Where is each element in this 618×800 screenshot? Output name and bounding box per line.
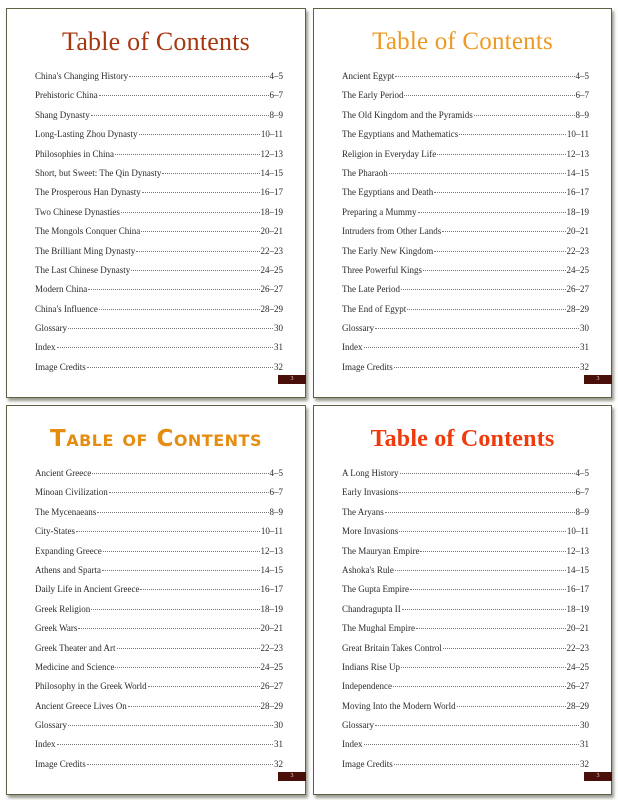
toc-entry [35,246,283,265]
dot-leader [91,115,269,116]
dot-leader [401,667,566,668]
toc-entry-title: A Long History [342,468,399,478]
toc-entry [342,759,589,778]
toc-entry [35,342,283,361]
dot-leader [139,134,260,135]
dot-leader [416,628,566,629]
toc-entry [342,507,589,526]
toc-entry-pages: 24–25 [566,661,589,672]
page-title: Table of Contents [372,28,553,55]
toc-entry-title: Ashoka's Rule [342,564,394,575]
toc-entry-title: China's Changing History [35,71,129,81]
toc-page-china [6,8,306,398]
toc-entry [35,362,283,381]
toc-entry-pages: 20–21 [566,623,589,634]
toc-entry-title: More Invasions [342,526,399,537]
toc-entry-pages: 30 [274,323,283,334]
toc-entry-title: The Early Period [342,90,404,101]
dot-leader [474,115,575,116]
toc-entry-pages: 6–7 [269,90,283,101]
toc-entry [35,110,283,129]
toc-entry [35,304,283,323]
toc-entry-pages: 10–11 [566,526,589,537]
toc-entry-title: Indians Rise Up [342,661,400,672]
dot-leader [97,512,268,513]
toc-entry-title: Religion in Everyday Life [342,148,437,159]
toc-page-india [313,405,612,795]
toc-entry [35,526,283,545]
toc-entry [342,487,589,506]
toc-entry-pages: 18–19 [260,206,283,217]
toc-entry-title: The Mycenaeans [35,506,97,517]
toc-entry-title: Shang Dynasty [35,109,90,120]
toc-entry-title: Chandragupta II [342,603,401,614]
toc-entry [35,226,283,245]
dot-leader [57,744,274,745]
toc-entry-title: Greek Religion [35,603,91,614]
toc-entry [35,662,283,681]
toc-entry-title: The Last Chinese Dynasty [35,264,131,275]
dot-leader [375,725,579,726]
toc-entry-title: Daily Life in Ancient Greece [35,584,140,595]
toc-entry [342,584,589,603]
toc-entry [35,643,283,662]
dot-leader [434,251,565,252]
dot-leader [102,570,260,571]
toc-entry [342,226,589,245]
toc-entry-pages: 32 [274,758,283,769]
toc-entry [35,584,283,603]
toc-entry-pages: 24–25 [260,661,283,672]
toc-entry [342,265,589,284]
toc-entry [342,701,589,720]
toc-entry-pages: 24–25 [566,264,589,275]
toc-entry [35,71,283,90]
dot-leader [117,648,260,649]
dot-leader [364,347,580,348]
toc-entry [342,90,589,109]
dot-leader [375,328,579,329]
dot-leader [148,686,260,687]
toc-entry-title: Index [35,739,56,750]
toc-entry-pages: 8–9 [575,506,589,517]
toc-entry-title: Index [342,342,363,353]
dot-leader [142,192,260,193]
toc-entry-title: Glossary [35,323,67,334]
toc-entry [342,468,589,487]
toc-entry-title: Athens and Sparta [35,564,101,575]
dot-leader [92,473,268,474]
dot-leader [68,328,273,329]
toc-entry-title: Intruders from Other Lands [342,226,442,237]
dot-leader [404,95,574,96]
toc-entry [35,187,283,206]
toc-entry [35,129,283,148]
dot-leader [109,492,269,493]
dot-leader [389,173,566,174]
toc-entry-pages: 22–23 [566,245,589,256]
toc-entry-pages: 31 [580,342,589,353]
toc-entry-title: The Mongols Conquer China [35,226,141,237]
toc-entry-title: The Early New Kingdom [342,245,434,256]
toc-entry-pages: 32 [580,361,589,372]
toc-entry-title: City-States [35,526,75,537]
toc-entry-pages: 10–11 [566,129,589,140]
toc-entry-title: Greek Theater and Art [35,642,116,653]
toc-entry-pages: 28–29 [260,700,283,711]
toc-entry-title: Modern China [35,284,88,295]
toc-entry-title: Philosophies in China [35,148,115,159]
toc-list [35,468,283,778]
dot-leader [115,667,259,668]
toc-entry-pages: 16–17 [260,187,283,198]
dot-leader [131,270,259,271]
toc-entry-title: Long-Lasting Zhou Dynasty [35,129,138,140]
toc-entry-title: The Prosperous Han Dynasty [35,187,141,198]
toc-entry [35,720,283,739]
dot-leader [162,173,259,174]
toc-entry-title: The Late Period [342,284,400,295]
toc-entry-pages: 4–5 [269,71,283,81]
dot-leader [68,725,273,726]
toc-entry-pages: 4–5 [269,468,283,478]
toc-entry-pages: 6–7 [575,90,589,101]
toc-entry-pages: 16–17 [566,584,589,595]
dot-leader [128,706,260,707]
dot-leader [401,289,566,290]
toc-entry-title: Image Credits [35,758,86,769]
toc-entry [342,643,589,662]
dot-leader [99,309,260,310]
toc-entry [342,168,589,187]
dot-leader [141,231,259,232]
dot-leader [443,648,566,649]
toc-entry-title: Minoan Civilization [35,487,108,498]
dot-leader [407,309,565,310]
dot-leader [91,609,259,610]
toc-entry-title: Image Credits [35,361,86,372]
toc-entry-title: Expanding Greece [35,545,102,556]
toc-entry-title: The Old Kingdom and the Pyramids [342,109,473,120]
toc-entry [342,246,589,265]
toc-entry-pages: 32 [580,758,589,769]
dot-leader [410,589,566,590]
toc-entry-title: China's Influence [35,303,98,314]
toc-entry-title: Ancient Egypt [342,71,395,81]
toc-entry [35,323,283,342]
dot-leader [394,367,579,368]
dot-leader [103,551,260,552]
toc-entry [35,507,283,526]
toc-entry-title: Preparing a Mummy [342,206,417,217]
toc-entry-pages: 30 [580,720,589,731]
page-title: Table of Contents [62,27,250,56]
toc-entry-pages: 22–23 [260,642,283,653]
toc-entry-title: The Egyptians and Death [342,187,434,198]
toc-entry-title: Moving Into the Modern World [342,700,456,711]
toc-entry-pages: 14–15 [260,167,283,178]
dot-leader [399,492,574,493]
toc-entry [35,207,283,226]
dot-leader [364,744,580,745]
toc-entry-title: Image Credits [342,758,393,769]
toc-entry [342,149,589,168]
toc-entry [342,129,589,148]
toc-entry-title: Three Powerful Kings [342,264,422,275]
toc-entry [342,526,589,545]
dot-leader [437,154,565,155]
page-number-badge: 3 [278,772,306,781]
dot-leader [87,764,273,765]
dot-leader [395,76,574,77]
toc-entry-pages: 12–13 [566,545,589,556]
toc-entry-title: The Mauryan Empire [342,545,420,556]
toc-entry-pages: 16–17 [260,584,283,595]
dot-leader [394,764,579,765]
page-number-badge: 3 [584,772,612,781]
toc-entry [35,565,283,584]
toc-entry-pages: 10–11 [260,129,283,140]
toc-entry [342,720,589,739]
toc-entry-title: The Gupta Empire [342,584,409,595]
toc-entry-title: The Pharaoh [342,167,388,178]
toc-entry-pages: 8–9 [269,109,283,120]
dot-leader [121,212,260,213]
dot-leader [442,231,565,232]
toc-entry [342,681,589,700]
toc-entry-pages: 8–9 [575,109,589,120]
toc-entry-pages: 18–19 [260,603,283,614]
toc-page-greece [6,405,306,795]
toc-entry [35,623,283,642]
toc-entry-pages: 18–19 [566,603,589,614]
toc-entry-pages: 26–27 [260,681,283,692]
toc-entry-pages: 31 [274,342,283,353]
toc-entry-pages: 32 [274,361,283,372]
toc-entry [342,604,589,623]
dot-leader [88,289,259,290]
toc-entry-title: Ancient Greece Lives On [35,700,127,711]
toc-entry-title: The Aryans [342,506,384,517]
toc-entry [35,265,283,284]
toc-entry-pages: 6–7 [575,487,589,498]
toc-entry-pages: 14–15 [260,564,283,575]
page-title: Table of Contents [50,426,262,452]
toc-entry [35,90,283,109]
toc-entry-title: Short, but Sweet: The Qin Dynasty [35,167,162,178]
toc-entry [342,623,589,642]
toc-entry [342,739,589,758]
dot-leader [99,95,269,96]
dot-leader [385,512,575,513]
toc-entry-title: Medicine and Science [35,661,115,672]
dot-leader [457,706,566,707]
toc-list [342,468,589,778]
dot-leader [420,551,565,552]
toc-entry-title: The Mughal Empire [342,623,415,634]
toc-entry-pages: 20–21 [260,623,283,634]
toc-entry [342,110,589,129]
toc-entry-pages: 14–15 [566,167,589,178]
dot-leader [76,531,260,532]
toc-entry [342,342,589,361]
toc-entry-title: Glossary [35,720,67,731]
dot-leader [423,270,566,271]
toc-entry [342,71,589,90]
toc-entry-pages: 10–11 [260,526,283,537]
toc-list [342,71,589,381]
toc-entry [342,304,589,323]
dot-leader [57,347,274,348]
toc-entry-pages: 22–23 [260,245,283,256]
page-number-badge: 3 [278,375,306,384]
toc-page-egypt [313,8,612,398]
toc-entry [342,546,589,565]
toc-entry-pages: 6–7 [269,487,283,498]
toc-entry-pages: 31 [274,739,283,750]
toc-entry-title: Independence [342,681,392,692]
toc-entry-pages: 28–29 [566,303,589,314]
toc-entry-pages: 20–21 [566,226,589,237]
toc-entry [35,681,283,700]
toc-entry-pages: 18–19 [566,206,589,217]
toc-entry-pages: 20–21 [260,226,283,237]
toc-entry-pages: 24–25 [260,264,283,275]
toc-entry-title: Greek Wars [35,623,78,634]
toc-entry-pages: 30 [580,323,589,334]
toc-entry-pages: 28–29 [260,303,283,314]
toc-entry [342,284,589,303]
toc-entry-pages: 26–27 [566,284,589,295]
dot-leader [395,570,566,571]
toc-entry [35,546,283,565]
toc-entry-pages: 12–13 [260,545,283,556]
dot-leader [418,212,566,213]
toc-entry [342,187,589,206]
dot-leader [129,76,268,77]
toc-entry [35,759,283,778]
toc-entry [342,662,589,681]
page-number-badge: 3 [584,375,612,384]
dot-leader [399,531,566,532]
toc-entry-pages: 14–15 [566,564,589,575]
toc-entry-pages: 26–27 [260,284,283,295]
dot-leader [434,192,565,193]
toc-entry [342,565,589,584]
dot-leader [78,628,259,629]
toc-entry-title: Great Britain Takes Control [342,642,442,653]
dot-leader [402,609,566,610]
toc-entry-title: Early Invasions [342,487,399,498]
toc-entry-pages: 30 [274,720,283,731]
toc-entry-pages: 12–13 [566,148,589,159]
toc-entry [35,701,283,720]
toc-entry [35,168,283,187]
toc-entry-title: Index [35,342,56,353]
toc-entry-pages: 22–23 [566,642,589,653]
dot-leader [459,134,566,135]
toc-entry [35,468,283,487]
dot-leader [136,251,259,252]
toc-entry-pages: 28–29 [566,700,589,711]
page-title: Table of Contents [370,426,555,452]
dot-leader [140,589,259,590]
toc-entry-pages: 31 [580,739,589,750]
toc-entry-title: Philosophy in the Greek World [35,681,147,692]
toc-entry-title: Ancient Greece [35,468,92,478]
dot-leader [393,686,566,687]
toc-entry [35,149,283,168]
toc-entry-title: Glossary [342,720,374,731]
toc-entry-pages: 16–17 [566,187,589,198]
toc-list [35,71,283,381]
toc-entry [35,284,283,303]
toc-entry-title: Image Credits [342,361,393,372]
toc-entry-pages: 12–13 [260,148,283,159]
toc-entry-pages: 8–9 [269,506,283,517]
toc-entry-pages: 4–5 [575,468,589,478]
toc-entry [35,604,283,623]
toc-entry-title: Index [342,739,363,750]
toc-entry [35,487,283,506]
dot-leader [400,473,575,474]
toc-entry [342,207,589,226]
toc-entry [35,739,283,758]
toc-entry [342,323,589,342]
toc-entry-title: Glossary [342,323,374,334]
toc-entry [342,362,589,381]
toc-entry-title: The End of Egypt [342,303,407,314]
toc-entry-title: Two Chinese Dynasties [35,206,120,217]
toc-entry-title: The Brilliant Ming Dynasty [35,245,136,256]
dot-leader [115,154,259,155]
toc-entry-title: Prehistoric China [35,90,98,101]
toc-entry-pages: 4–5 [575,71,589,81]
toc-entry-title: The Egyptians and Mathematics [342,129,459,140]
toc-entry-pages: 26–27 [566,681,589,692]
dot-leader [87,367,273,368]
